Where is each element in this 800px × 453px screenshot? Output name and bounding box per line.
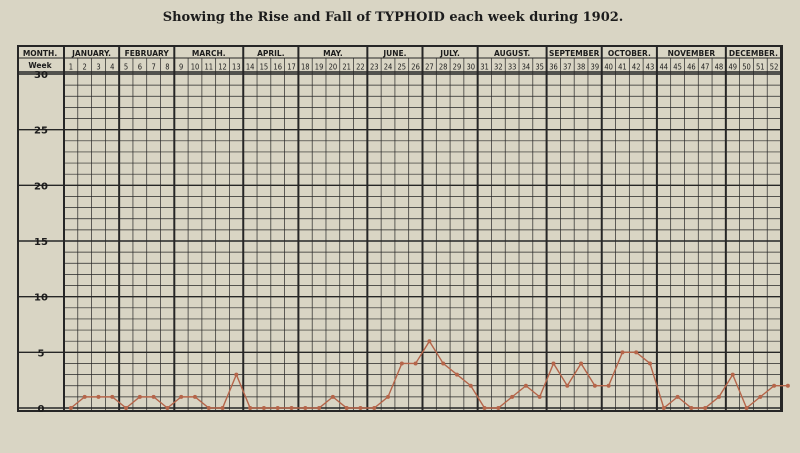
data-point [427, 339, 431, 343]
week-label: 37 [562, 62, 572, 72]
week-label: 29 [452, 62, 462, 72]
month-label: SEPTEMBER [549, 49, 600, 58]
data-point [152, 395, 156, 399]
data-point [110, 395, 114, 399]
data-point [386, 395, 390, 399]
data-point [138, 395, 142, 399]
data-point [441, 361, 445, 365]
week-label: 1 [68, 62, 74, 72]
week-label: 38 [576, 62, 586, 72]
month-label: DECEMBER. [728, 49, 778, 58]
week-label: 8 [165, 62, 170, 72]
week-label: 14 [245, 62, 255, 72]
data-point [400, 361, 404, 365]
data-point [414, 361, 418, 365]
week-label: 30 [466, 62, 476, 72]
data-point [455, 373, 459, 377]
data-point [165, 406, 169, 410]
data-point [345, 406, 349, 410]
data-point [303, 406, 307, 410]
week-label: 6 [137, 62, 142, 72]
week-label: 35 [535, 62, 544, 72]
month-label: FEBRUARY [124, 49, 169, 58]
data-point [731, 373, 735, 377]
week-label: 41 [618, 62, 627, 72]
data-point [358, 406, 362, 410]
week-label: 27 [425, 62, 434, 72]
y-tick-label: 20 [34, 181, 48, 193]
week-label: 46 [687, 62, 696, 72]
data-point [758, 395, 762, 399]
week-label: 39 [590, 62, 600, 72]
week-label: 9 [179, 62, 184, 72]
month-label: JULY. [440, 49, 460, 58]
data-point [469, 384, 473, 388]
month-label: AUGUST. [494, 49, 531, 58]
month-label: JUNE. [383, 49, 407, 58]
data-point [565, 384, 569, 388]
month-label: OCTOBER. [607, 49, 651, 58]
data-point [579, 361, 583, 365]
week-label: 28 [438, 62, 448, 72]
week-row-header: Week [28, 61, 52, 70]
data-point [689, 406, 693, 410]
week-label: 50 [742, 62, 751, 72]
data-point [538, 395, 542, 399]
week-label: 21 [342, 62, 351, 72]
data-point [496, 406, 500, 410]
data-point [262, 406, 266, 410]
week-label: 2 [82, 62, 87, 72]
data-point [772, 384, 776, 388]
data-point [510, 395, 514, 399]
data-point [607, 384, 611, 388]
axis-labels [34, 49, 778, 415]
data-point [69, 406, 73, 410]
data-point [717, 395, 721, 399]
data-point [193, 395, 197, 399]
y-tick-label: 25 [34, 125, 48, 137]
week-label: 11 [204, 62, 214, 72]
data-point [634, 350, 638, 354]
data-point [524, 384, 528, 388]
data-point [483, 406, 487, 410]
data-point [786, 384, 790, 388]
grid [18, 46, 782, 411]
data-point [648, 361, 652, 365]
y-tick-label: 5 [37, 348, 45, 360]
week-label: 12 [218, 62, 227, 72]
week-label: 10 [190, 62, 200, 72]
week-label: 26 [411, 62, 420, 72]
month-label: MAY. [323, 49, 343, 58]
week-label: 34 [521, 62, 531, 72]
week-label: 22 [356, 62, 365, 72]
y-tick-label: 30 [34, 70, 48, 81]
week-label: 44 [659, 62, 669, 72]
week-label: 40 [604, 62, 613, 72]
data-point [676, 395, 680, 399]
week-label: 17 [287, 62, 296, 72]
data-point [179, 395, 183, 399]
week-label: 49 [728, 62, 738, 72]
y-tick-label: 10 [34, 292, 48, 304]
data-point [317, 406, 321, 410]
data-point [221, 406, 225, 410]
month-label: MARCH. [191, 49, 226, 58]
week-label: 15 [259, 62, 269, 72]
week-label: 18 [301, 62, 310, 72]
week-label: 20 [328, 62, 338, 72]
week-label: 36 [549, 62, 558, 72]
week-label: 16 [273, 62, 283, 72]
week-label: 7 [151, 62, 156, 72]
week-label: 47 [700, 62, 710, 72]
data-point [703, 406, 707, 410]
data-point [745, 406, 749, 410]
week-label: 4 [110, 62, 115, 72]
week-label: 3 [96, 62, 101, 72]
week-label: 23 [369, 62, 379, 72]
data-point [372, 406, 376, 410]
week-label: 25 [397, 62, 407, 72]
data-point [124, 406, 128, 410]
week-label: 24 [383, 62, 393, 72]
week-label: 45 [673, 62, 682, 72]
chart-title: Showing the Rise and Fall of TYPHOID each week during 1902. [162, 10, 624, 25]
data-point [593, 384, 597, 388]
week-label: 43 [645, 62, 655, 72]
week-label: 42 [631, 62, 641, 72]
week-label: 13 [232, 62, 241, 72]
data-point [96, 395, 100, 399]
week-label: 19 [314, 62, 324, 72]
month-label: JANUARY. [72, 49, 112, 58]
month-label: NOVEMBER [667, 49, 716, 58]
data-point [83, 395, 87, 399]
week-label: 31 [480, 62, 489, 72]
data-point [662, 406, 666, 410]
y-tick-label: 15 [34, 237, 48, 248]
week-label: 32 [494, 62, 503, 72]
week-label: 48 [714, 62, 724, 72]
data-point [290, 406, 294, 410]
data-point [248, 406, 252, 410]
week-label: 5 [123, 62, 129, 72]
data-point [234, 373, 238, 377]
week-label: 33 [507, 62, 517, 72]
data-point [331, 395, 335, 399]
data-point [620, 350, 624, 354]
week-label: 51 [756, 62, 765, 72]
week-label: 52 [769, 62, 779, 72]
data-point [551, 361, 555, 365]
month-row-header: MONTH. [22, 49, 58, 58]
data-point [276, 406, 280, 410]
y-tick-label: 0 [37, 404, 45, 415]
data-point [207, 406, 211, 410]
month-label: APRIL. [257, 49, 285, 58]
